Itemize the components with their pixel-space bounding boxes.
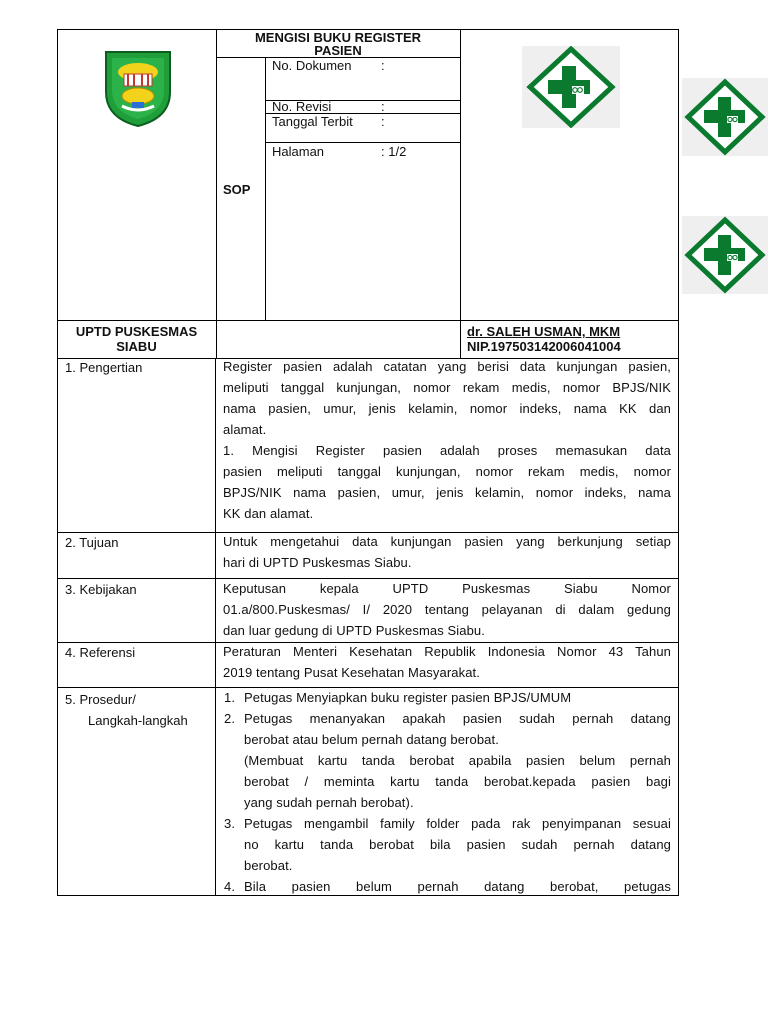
list-item xyxy=(216,876,671,897)
text-line: Untuk mengetahui data kunjungan pasien yang berkunjung setiap xyxy=(223,534,671,549)
text-line: yang sudah pernah berobat). xyxy=(244,795,414,810)
field-divider-3 xyxy=(265,142,460,143)
text-line: alamat. xyxy=(223,422,267,437)
org-name-line2: SIABU xyxy=(116,339,157,354)
procedure-steps xyxy=(216,687,671,897)
puskesmas-cross-icon xyxy=(682,216,768,294)
text-line: Peraturan Menteri Kesehatan Republik Indonesia Nomor 43 Tahun xyxy=(223,644,671,659)
text-line: 01.a/800.Puskesmas/ I/ 2020 tentang pelayanan di dalam gedung xyxy=(223,602,671,617)
text-line: berobat / meminta kartu tanda berobat.kepada pasien bagi xyxy=(244,774,671,789)
section-label-referensi: 4. Referensi xyxy=(65,645,136,660)
step-number: 2. xyxy=(224,711,236,726)
text-line: Keputusan kepala UPTD Puskesmas Siabu Nomor xyxy=(223,581,671,596)
section-label-langkah: Langkah-langkah xyxy=(88,713,188,728)
section-label-kebijakan: 3. Kebijakan xyxy=(65,582,137,597)
header-divider-right xyxy=(460,29,461,359)
puskesmas-cross-icon xyxy=(682,78,768,156)
header-divider-left xyxy=(216,29,217,359)
section-label-pengertian: 1. Pengertian xyxy=(65,360,143,375)
field-tanggal-terbit-label: Tanggal Terbit xyxy=(272,114,353,129)
step-number: 4. xyxy=(224,879,236,894)
section-body-tujuan xyxy=(223,531,671,573)
step-number: 1. xyxy=(224,690,236,705)
text-line: no kartu tanda berobat bila pasien sudah pernah datang xyxy=(244,837,671,852)
field-no-revisi-value: : xyxy=(381,99,385,114)
text-line: pasien meliputi tanggal kunjungan, nomor rekam medis, nomor xyxy=(223,464,671,479)
org-name-line1: UPTD PUSKESMAS xyxy=(75,324,198,339)
text-line: meliputi tanggal kunjungan, nomor rekam medis, nomor BPJS/NIK xyxy=(223,380,671,395)
text-line: berobat atau belum pernah datang berobat. xyxy=(244,732,499,747)
document-title-line1: MENGISI BUKU REGISTER xyxy=(254,30,422,45)
text-line: Petugas mengambil family folder pada rak penyimpanan sesuai xyxy=(244,816,671,831)
text-line: Petugas menanyakan apakah pasien sudah pernah datang xyxy=(244,711,671,726)
header-bottom-divider xyxy=(57,320,679,321)
field-no-dokumen-label: No. Dokumen xyxy=(272,58,352,73)
section-label-prosedur: 5. Prosedur/ xyxy=(65,692,136,707)
puskesmas-cross-icon xyxy=(522,46,620,128)
text-line: berobat. xyxy=(244,858,293,873)
text-line: BPJS/NIK nama pasien, umur, jenis kelamin, nomor indeks, nama xyxy=(223,485,671,500)
list-item xyxy=(216,813,671,876)
signer-nip: NIP.197503142006041004 xyxy=(467,339,621,354)
text-line: dan luar gedung di UPTD Puskesmas Siabu. xyxy=(223,623,485,638)
text-line: Petugas Menyiapkan buku register pasien BPJS/UMUM xyxy=(244,690,572,705)
field-no-dokumen-value: : xyxy=(381,58,385,73)
text-line: hari di UPTD Puskesmas Siabu. xyxy=(223,555,412,570)
field-halaman-value: : 1/2 xyxy=(381,144,407,159)
regency-emblem-icon xyxy=(96,46,180,130)
sop-label: SOP xyxy=(223,182,251,197)
signer-name: dr. SALEH USMAN, MKM xyxy=(467,324,621,339)
section-body-pengertian xyxy=(223,356,671,524)
section-label-tujuan: 2. Tujuan xyxy=(65,535,119,550)
section-body-referensi xyxy=(223,641,671,683)
document-title-line2: PASIEN xyxy=(314,43,362,58)
field-halaman-label: Halaman xyxy=(272,144,325,159)
text-line: 2019 tentang Pusat Kesehatan Masyarakat. xyxy=(223,665,480,680)
text-line: (Membuat kartu tanda berobat apabila pasien belum pernah xyxy=(244,753,671,768)
text-line: Register pasien adalah catatan yang berisi data kunjungan pasien, xyxy=(223,359,671,374)
list-item xyxy=(216,687,671,708)
field-no-revisi-label: No. Revisi xyxy=(272,99,332,114)
list-item xyxy=(216,708,671,813)
text-line: KK dan alamat. xyxy=(223,506,314,521)
header-divider-sop xyxy=(265,57,266,320)
text-line: Bila pasien belum pernah datang berobat, petugas xyxy=(244,879,671,894)
field-tanggal-terbit-value: : xyxy=(381,114,385,129)
step-number: 3. xyxy=(224,816,236,831)
text-line: nama pasien, umur, jenis kelamin, nomor indeks, nama KK dan xyxy=(223,401,671,416)
section-body-kebijakan xyxy=(223,578,671,641)
text-line: 1. Mengisi Register pasien adalah proses memasukan data xyxy=(223,443,671,458)
